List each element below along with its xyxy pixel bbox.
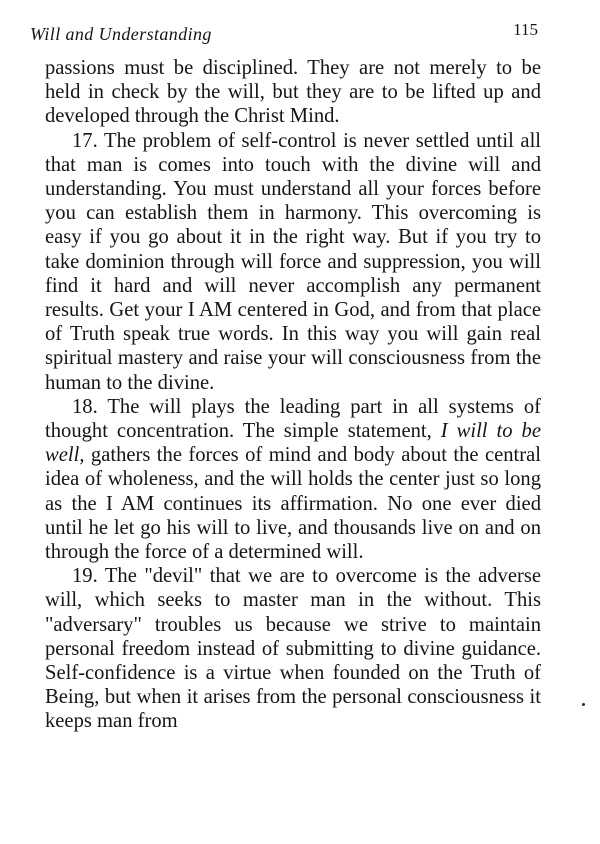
paragraph-continued bbox=[45, 56, 541, 129]
paragraph-number: 17. bbox=[72, 129, 98, 152]
paragraph-text-after: gathers the forces of mind and body about the central idea of wholeness, and the will holds the center just so long as the I AM continues its affirmation. No one ever died until he let go his will to live, and thousands live on and on through the force of a determined will. bbox=[45, 444, 541, 564]
body-text bbox=[45, 56, 541, 734]
paragraph-19 bbox=[45, 564, 541, 733]
paragraph-17 bbox=[45, 129, 541, 395]
scan-speck bbox=[582, 703, 585, 706]
paragraph-text: passions must be disciplined. They are not merely to be held in check by the will, but they are to be lifted up and developed through the Christ Mind. bbox=[45, 57, 541, 128]
page-number: 115 bbox=[513, 20, 538, 39]
paragraph-number: 19. bbox=[72, 565, 98, 588]
chapter-title: Will and Understanding bbox=[30, 24, 212, 44]
paragraph-text-before: The will plays the leading part in all systems of thought concentration. The simple statement, bbox=[45, 395, 541, 443]
paragraph-text: The "devil" that we are to overcome is the adverse will, which seeks to master man in the without. This "adversary" troubles us because we strive to maintain personal freedom instead of submitting to divine guidance. Self-confidence is a virtue when founded on the Truth of Being, but when it arises from the personal consciousness it keeps man from bbox=[45, 565, 541, 733]
paragraph-italic-phrase: I will to be well, bbox=[45, 420, 541, 467]
paragraph-text: The problem of self-control is never settled until all that man is comes into touch with the divine will and understanding. You must understand all your forces before you can establish them in harmony. This overcoming is easy if you go about it in the right way. But if you try to take dominion through will force and suppression, you will find it hard and will never accomplish any permanent results. Get your I AM centered in God, and from that place of Truth speak true words. In this way you will gain real spiritual mastery and raise your will consciousness from the human to the divine. bbox=[45, 129, 542, 394]
running-header bbox=[30, 20, 546, 50]
paragraph-18 bbox=[45, 395, 541, 564]
paragraph-number: 18. bbox=[72, 395, 98, 418]
